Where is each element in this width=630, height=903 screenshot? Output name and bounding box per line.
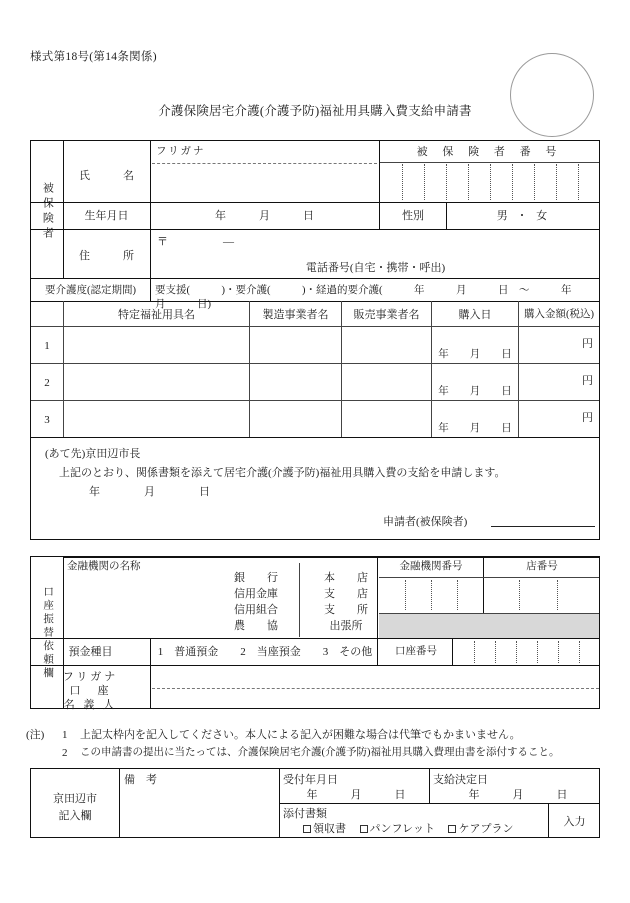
declaration-date[interactable]: 年 月 日 — [89, 486, 210, 498]
care-level-label: 要介護度(認定期間) — [45, 285, 136, 296]
insured-number-cells[interactable] — [380, 162, 599, 202]
row1-seller[interactable] — [342, 329, 431, 362]
stamp-circle — [510, 53, 594, 137]
bank-transfer-table — [30, 556, 600, 709]
name-input-area[interactable] — [152, 165, 377, 201]
row1-date[interactable]: 年 月 日 — [438, 349, 512, 360]
input-label: 入力 — [563, 816, 586, 828]
row3-date[interactable]: 年 月 日 — [438, 423, 512, 434]
care-level-value[interactable]: 要支援( )・要介護( )・経過的要介護( 年 月 日 ～ 年 月 日) — [155, 285, 603, 311]
items-col-maker: 製造事業者名 — [262, 309, 329, 321]
attachment-pamphlet-label: パンフレット — [369, 823, 435, 835]
attachments-label: 添付書類 — [283, 808, 327, 820]
gender-options[interactable]: 男 ・ 女 — [496, 210, 551, 222]
table-row: 1 — [44, 340, 50, 352]
checkbox-careplan-icon[interactable] — [448, 825, 456, 833]
table-row: 3 — [44, 414, 50, 426]
gender-label: 性別 — [402, 210, 424, 222]
furigana-divider — [152, 163, 377, 164]
note-2-text: この申請書の提出に当たっては、介護保険居宅介護(介護予防)福祉用具購入費理由書を添付すること。 — [80, 747, 560, 758]
row1-amount[interactable]: 円 — [582, 338, 593, 350]
received-date-label: 受付年月日 — [283, 774, 338, 786]
checkbox-receipt-icon[interactable] — [303, 825, 311, 833]
checkbox-pamphlet-icon[interactable] — [360, 825, 368, 833]
form-number: 様式第18号(第14条関係) — [30, 51, 157, 63]
notes-marker: (注) — [26, 729, 45, 741]
bank-side-label: 口座振替依頼欄 — [42, 585, 54, 681]
note-1-text: 上記太枠内を記入してください。本人による記入が困難な場合は代筆でもかまいません。 — [80, 729, 521, 741]
account-holder-input[interactable] — [152, 690, 599, 708]
note-2-no: 2 — [62, 747, 68, 759]
account-number-label: 口座番号 — [395, 646, 437, 657]
table-row: 2 — [44, 377, 50, 389]
attachments-options[interactable] — [303, 822, 543, 837]
insured-number-label: 被 保 険 者 番 号 — [416, 146, 563, 158]
institution-type-nokyo[interactable]: 農 協 — [234, 620, 278, 632]
notes-block — [26, 727, 606, 763]
items-col-amount: 購入金額(税込) — [524, 309, 594, 320]
address-label: 住 所 — [79, 250, 134, 262]
institution-type-bank[interactable]: 銀 行 — [234, 572, 278, 584]
page-title: 介護保険居宅介護(介護予防)福祉用具購入費支給申請書 — [158, 104, 472, 118]
row3-seller[interactable] — [342, 403, 431, 436]
items-col-date: 購入日 — [458, 309, 492, 321]
row3-product[interactable] — [64, 403, 249, 436]
applicant-label: 申請者(被保険者) — [383, 516, 468, 528]
furigana-label: フリガナ — [156, 146, 206, 157]
branch-type-sub[interactable]: 出張所 — [329, 620, 363, 632]
institution-number-label: 金融機関番号 — [399, 561, 463, 572]
note-1-no: 1 — [62, 729, 68, 741]
items-col-seller: 販売事業者名 — [353, 309, 420, 321]
account-holder-label: 口 座 名 義 人 — [63, 685, 118, 711]
birthdate-label: 生年月日 — [84, 210, 129, 222]
branch-type-office[interactable]: 支 所 — [324, 604, 368, 616]
row2-date[interactable]: 年 月 日 — [438, 386, 512, 397]
account-furigana-divider — [152, 688, 599, 689]
declaration-body: 上記のとおり、関係書類を添えて居宅介護(介護予防)福祉用具購入費の支給を申請します。 — [59, 467, 506, 479]
remarks-label: 備 考 — [124, 774, 157, 786]
institution-type-shinkumi[interactable]: 信用組合 — [234, 604, 278, 616]
office-use-table — [30, 768, 600, 838]
branch-type-head[interactable]: 本 店 — [324, 572, 368, 584]
office-side-label — [31, 791, 119, 824]
institution-type-shinkin[interactable]: 信用金庫 — [234, 588, 278, 600]
insured-side-label: 被保険者 — [41, 182, 54, 242]
attachment-receipt-label: 領収書 — [313, 823, 346, 835]
name-label: 氏 名 — [79, 170, 134, 182]
account-furigana-label: フリガナ — [62, 671, 119, 683]
row2-seller[interactable] — [342, 366, 431, 399]
office-side-label-line1: 京田辺市 — [53, 793, 97, 805]
row2-maker[interactable] — [250, 366, 341, 399]
applicant-signature-line[interactable] — [491, 515, 595, 532]
decision-date-label: 支給決定日 — [433, 774, 488, 786]
row2-amount[interactable]: 円 — [582, 375, 593, 387]
remarks-input[interactable] — [121, 789, 278, 835]
birthdate-value[interactable]: 年 月 日 — [215, 210, 314, 222]
decision-date-value[interactable]: 年 月 日 — [468, 789, 568, 801]
deposit-type-options[interactable]: 1 普通預金 2 当座預金 3 その他 — [157, 646, 373, 658]
row1-maker[interactable] — [250, 329, 341, 362]
postal-code-field[interactable]: 〒 ― — [157, 236, 234, 248]
row1-product[interactable] — [64, 329, 249, 362]
items-col-product: 特定福祉用具名 — [118, 309, 195, 321]
branch-type-branch[interactable]: 支 店 — [324, 588, 368, 600]
institution-name-label: 金融機関の名称 — [67, 561, 141, 572]
branch-number-label: 店番号 — [526, 561, 558, 572]
declaration-addressee: (あて先)京田辺市長 — [45, 448, 141, 460]
row2-product[interactable] — [64, 366, 249, 399]
row3-maker[interactable] — [250, 403, 341, 436]
deposit-type-label: 預金種目 — [68, 646, 113, 658]
attachment-careplan-label: ケアプラン — [458, 823, 514, 835]
office-side-label-line2: 記入欄 — [58, 809, 92, 822]
account-number-cells[interactable] — [454, 639, 599, 665]
branch-number-cells[interactable] — [485, 577, 599, 613]
gray-band — [379, 614, 599, 638]
phone-label: 電話番号(自宅・携帯・呼出) — [305, 262, 446, 274]
main-application-table — [30, 140, 603, 540]
institution-number-cells[interactable] — [379, 577, 483, 613]
received-date-value[interactable]: 年 月 日 — [306, 789, 406, 801]
row3-amount[interactable]: 円 — [582, 412, 593, 424]
